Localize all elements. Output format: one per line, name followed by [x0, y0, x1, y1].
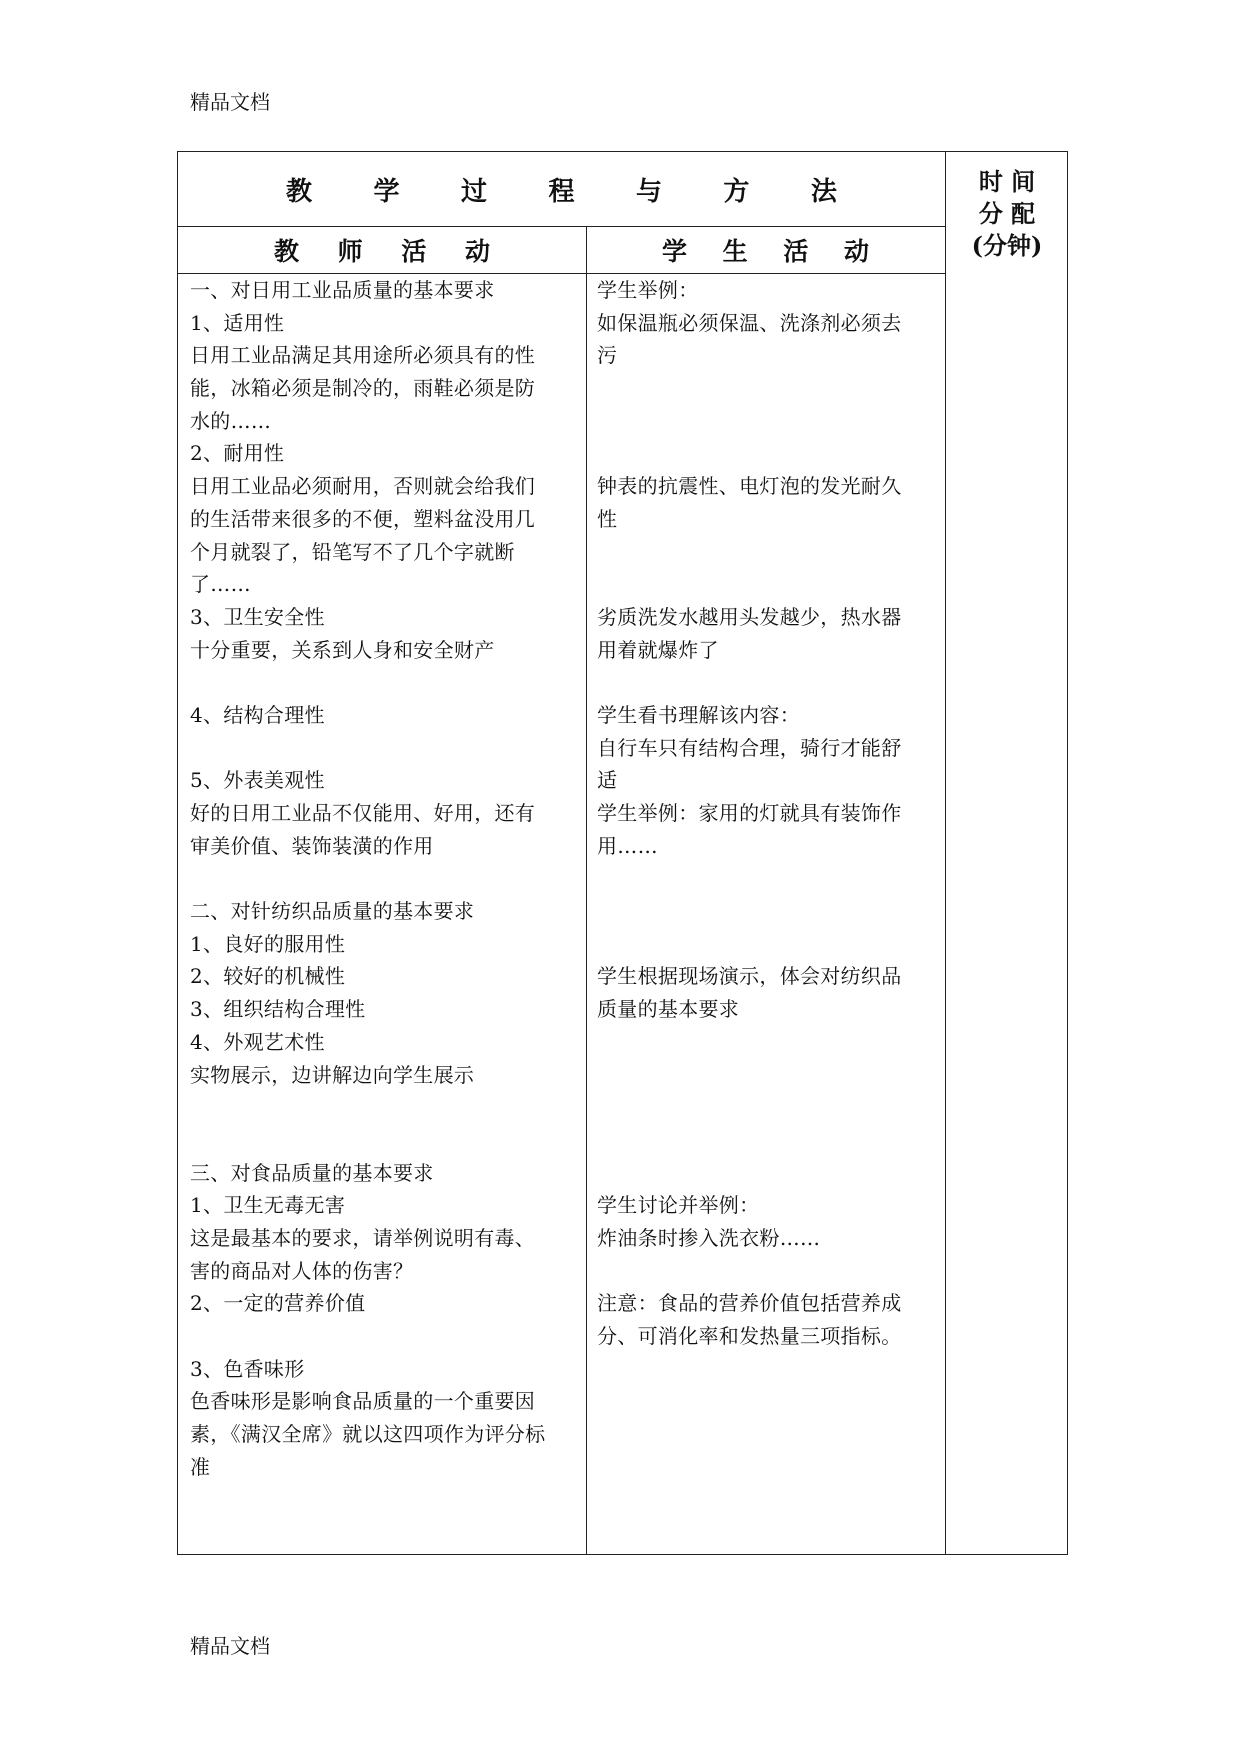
student-header-char: 动	[843, 237, 869, 266]
teacher-text-line: 1、卫生无毒无害	[190, 1193, 346, 1218]
table-title-char: 教	[286, 176, 313, 207]
teacher-header-char: 活	[401, 237, 427, 266]
student-text-line: 性	[597, 506, 618, 531]
student-text-line	[597, 1157, 941, 1190]
teacher-text-line: 4、外观艺术性	[190, 1029, 325, 1054]
lesson-process-table	[177, 151, 1068, 1555]
teacher-text-line: 3、卫生安全性	[190, 604, 325, 629]
teacher-text-line: 2、耐用性	[190, 441, 285, 466]
teacher-text-line: 日用工业品满足其用途所必须具有的性	[190, 343, 536, 368]
student-text-line	[597, 1255, 941, 1288]
teacher-text-line	[190, 1124, 580, 1157]
teacher-text-line: 这是最基本的要求，请举例说明有毒、	[190, 1225, 536, 1250]
student-text-line	[597, 895, 941, 928]
table-title-char: 学	[373, 176, 400, 207]
teacher-activity-content	[190, 274, 580, 1483]
student-activity-content	[597, 274, 941, 1353]
student-text-line: 学生看书理解该内容：	[597, 702, 800, 727]
column-divider-time	[945, 152, 946, 1554]
student-text-line: 分、可消化率和发热量三项指标。	[597, 1324, 902, 1348]
teacher-text-line: 日用工业品必须耐用，否则就会给我们	[190, 474, 536, 499]
table-title-char: 方	[723, 176, 750, 207]
student-text-line: 劣质洗发水越用头发越少，热水器	[597, 604, 902, 629]
teacher-text-line	[190, 862, 580, 895]
student-text-line: 污	[597, 343, 618, 368]
teacher-text-line: 二、对针纺织品质量的基本要求	[190, 899, 475, 924]
student-text-line: 学生讨论并举例：	[597, 1193, 760, 1218]
table-title-char: 与	[635, 176, 662, 207]
teacher-text-line: 2、较好的机械性	[190, 964, 346, 989]
student-text-line	[597, 536, 941, 569]
student-header-char: 生	[722, 237, 748, 266]
time-allocation-header	[945, 166, 1069, 262]
teacher-text-line: 十分重要，关系到人身和安全财产	[190, 637, 495, 662]
student-text-line	[597, 1091, 941, 1124]
teacher-text-line: 准	[190, 1454, 211, 1479]
student-text-line: 学生举例：	[597, 278, 699, 302]
teacher-text-line: 3、色香味形	[190, 1356, 305, 1381]
teacher-text-line: 水的……	[190, 408, 272, 433]
student-text-line	[597, 1026, 941, 1059]
teacher-text-line: 了……	[190, 572, 251, 597]
teacher-text-line: 能，冰箱必须是制冷的，雨鞋必须是防	[190, 376, 536, 401]
teacher-text-line: 1、良好的服用性	[190, 931, 346, 956]
teacher-text-line: 素，《满汉全席》就以这四项作为评分标	[190, 1422, 546, 1447]
student-text-line	[597, 405, 941, 438]
student-text-line: 质量的基本要求	[597, 997, 740, 1022]
student-text-line: 适	[597, 768, 618, 793]
table-title	[178, 152, 945, 226]
teacher-text-line: 实物展示，边讲解边向学生展示	[190, 1062, 475, 1087]
column-divider-teacher-student	[586, 226, 587, 1554]
table-title-char: 法	[810, 176, 837, 207]
student-text-line: 如保温瓶必须保温、洗涤剂必须去	[597, 310, 902, 335]
table-title-char: 程	[548, 176, 575, 207]
teacher-text-line	[190, 732, 580, 765]
student-header-char: 学	[662, 237, 688, 266]
teacher-text-line: 2、一定的营养价值	[190, 1291, 366, 1316]
teacher-text-line: 害的商品对人体的伤害？	[190, 1258, 414, 1283]
student-text-line	[597, 862, 941, 895]
student-text-line	[597, 666, 941, 699]
teacher-header-char: 教	[274, 237, 300, 266]
student-text-line	[597, 372, 941, 405]
student-header-char: 活	[783, 237, 809, 266]
teacher-activity-header	[178, 226, 586, 274]
student-text-line: 注意：食品的营养价值包括营养成	[597, 1291, 902, 1316]
page-header: 精品文档	[190, 90, 270, 114]
teacher-text-line: 审美价值、装饰装潢的作用	[190, 833, 434, 858]
student-text-line: 学生举例：家用的灯就具有装饰作	[597, 801, 902, 825]
table-title-char: 过	[460, 176, 487, 207]
student-text-line	[597, 568, 941, 601]
teacher-text-line: 一、对日用工业品质量的基本要求	[190, 278, 495, 302]
time-header-line: 分 配	[978, 199, 1036, 228]
student-text-line: 用着就爆炸了	[597, 637, 719, 662]
teacher-text-line: 好的日用工业品不仅能用、好用，还有	[190, 801, 536, 825]
student-text-line: 用……	[597, 833, 658, 858]
student-text-line: 炸油条时掺入洗衣粉……	[597, 1225, 821, 1250]
teacher-text-line	[190, 666, 580, 699]
teacher-text-line: 1、适用性	[190, 310, 285, 335]
student-text-line	[597, 928, 941, 961]
teacher-text-line	[190, 1091, 580, 1124]
student-activity-header	[586, 226, 945, 274]
student-text-line	[597, 1124, 941, 1157]
student-text-line: 钟表的抗震性、电灯泡的发光耐久	[597, 474, 902, 499]
teacher-text-line: 三、对食品质量的基本要求	[190, 1160, 434, 1185]
student-text-line	[597, 437, 941, 470]
student-text-line: 自行车只有结构合理，骑行才能舒	[597, 735, 902, 760]
teacher-text-line: 5、外表美观性	[190, 768, 325, 793]
teacher-text-line: 的生活带来很多的不便，塑料盆没用几	[190, 506, 536, 531]
teacher-text-line: 色香味形是影响食品质量的一个重要因	[190, 1389, 536, 1414]
teacher-header-char: 师	[337, 237, 363, 266]
teacher-text-line: 3、组织结构合理性	[190, 997, 366, 1022]
student-text-line: 学生根据现场演示，体会对纺织品	[597, 964, 902, 989]
time-header-line: 时 间	[978, 167, 1036, 196]
teacher-text-line	[190, 1320, 580, 1353]
page-footer: 精品文档	[190, 1634, 270, 1658]
teacher-header-char: 动	[464, 237, 490, 266]
teacher-text-line: 个月就裂了，铅笔写不了几个字就断	[190, 539, 515, 564]
teacher-text-line: 4、结构合理性	[190, 702, 325, 727]
student-text-line	[597, 1059, 941, 1092]
time-header-line: (分钟)	[971, 231, 1043, 260]
